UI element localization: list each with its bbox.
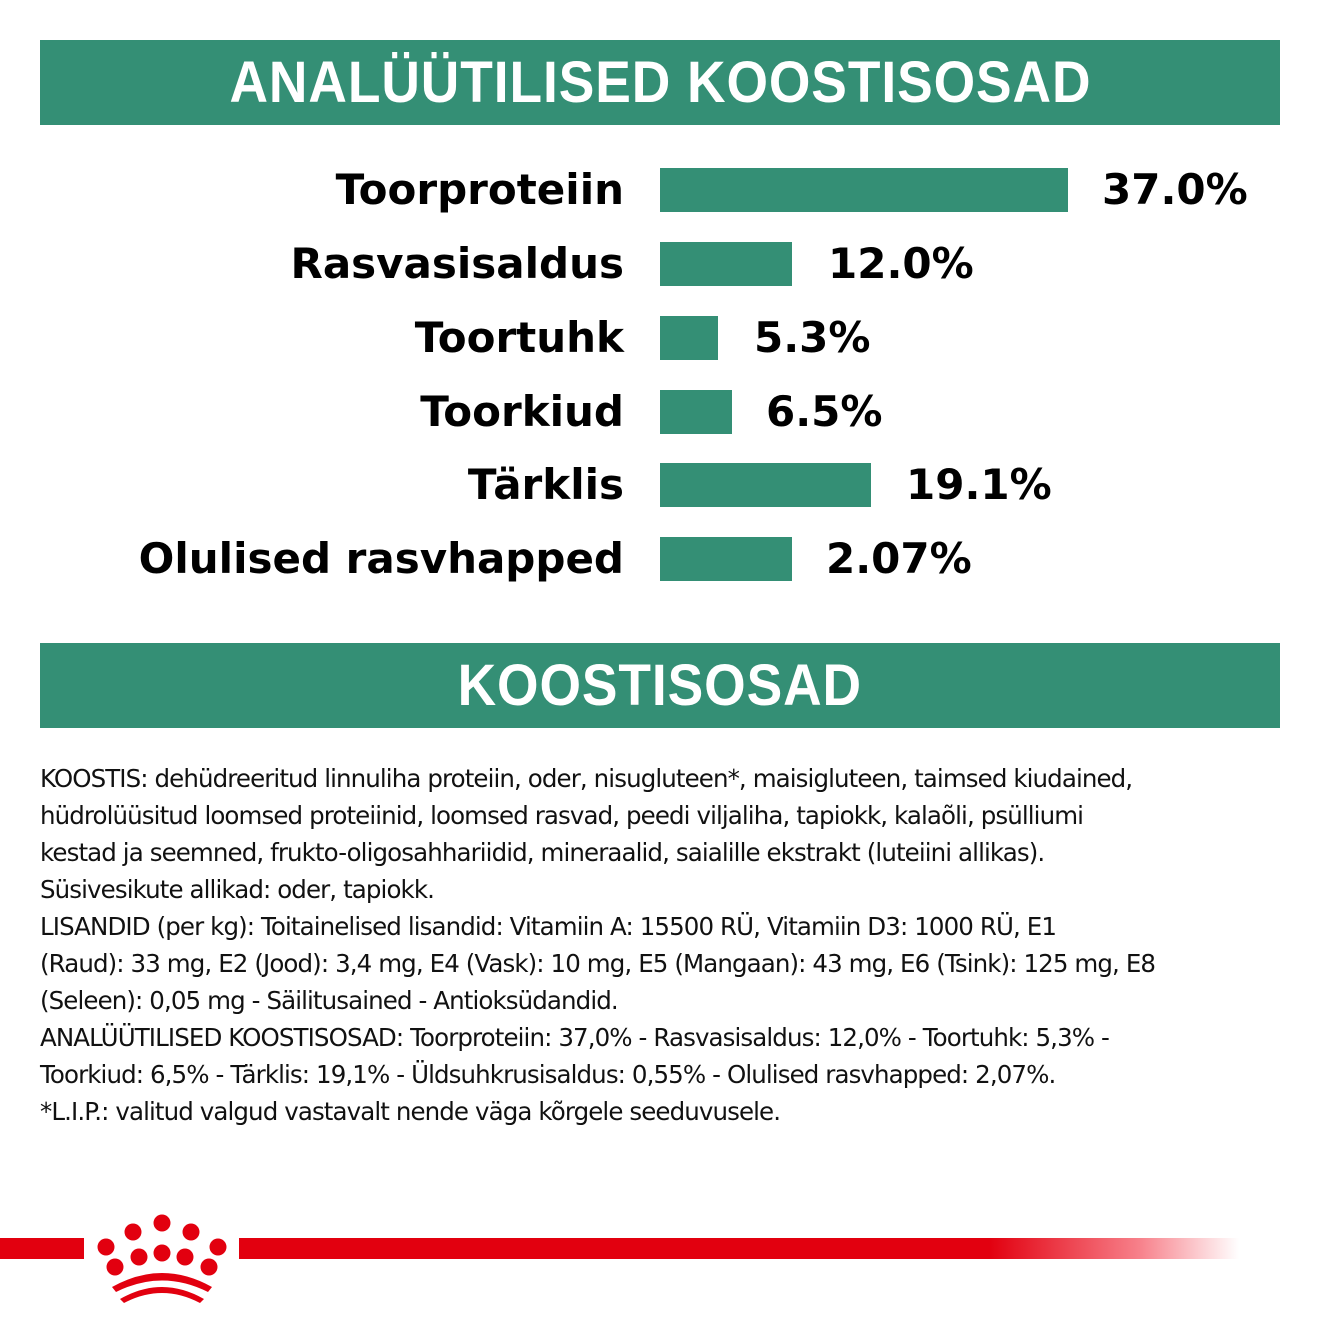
chart-row [0, 165, 1320, 214]
ingredients-text [40, 760, 1290, 1130]
chart-row [0, 460, 1320, 509]
ingredients-line: (Seleen): 0,05 mg - Säilitusained - Antioksüdandid. [40, 986, 618, 1015]
ingredients-line: (Raud): 33 mg, E2 (Jood): 3,4 mg, E4 (Vask): 10 mg, E5 (Mangaan): 43 mg, E6 (Tsink): 125 mg, E8 [40, 949, 1156, 978]
bar-label: Toortuhk [414, 313, 624, 362]
analytic-bar-chart [0, 0, 1320, 640]
bar [660, 463, 871, 507]
chart-row [0, 239, 1320, 288]
bar-value: 37.0% [1102, 165, 1248, 214]
bar [660, 537, 792, 581]
bar-value: 6.5% [766, 387, 883, 436]
bar-label: Tärklis [467, 460, 624, 509]
bar [660, 168, 1068, 212]
bar [660, 242, 792, 286]
royal-canin-crown-icon [88, 1205, 236, 1305]
ingredients-line: Süsivesikute allikad: oder, tapiokk. [40, 875, 435, 904]
footer-red-line-left [0, 1238, 84, 1259]
ingredients-line: Toorkiud: 6,5% - Tärklis: 19,1% - Üldsuhkrusisaldus: 0,55% - Olulised rasvhapped: 2,07%. [40, 1060, 1056, 1089]
ingredients-title: KOOSTISOSAD [457, 653, 863, 718]
bar [660, 390, 732, 434]
bar [660, 316, 718, 360]
ingredients-line: KOOSTIS: dehüdreeritud linnuliha proteiin, oder, nisugluteen*, maisigluteen, taimsed kiudained, [40, 764, 1133, 793]
bar-value: 19.1% [906, 460, 1052, 509]
bar-label: Rasvasisaldus [290, 239, 624, 288]
bar-label: Toorkiud [420, 387, 624, 436]
bar-value: 2.07% [826, 534, 972, 583]
bar-value: 12.0% [828, 239, 974, 288]
footer-red-line-right [239, 1238, 1239, 1259]
ingredients-header [40, 643, 1280, 728]
analytic-constituents-title: ANALÜÜTILISED KOOSTISOSAD [229, 50, 1091, 115]
ingredients-line: kestad ja seemned, frukto-oligosahhariidid, mineraalid, saialille ekstrakt (luteiini allikas). [40, 838, 1045, 867]
chart-row [0, 387, 1320, 436]
bar-label: Toorproteiin [335, 165, 624, 214]
ingredients-line: *L.I.P.: valitud valgud vastavalt nende väga kõrgele seeduvusele. [40, 1097, 781, 1126]
ingredients-line: ANALÜÜTILISED KOOSTISOSAD: Toorproteiin: 37,0% - Rasvasisaldus: 12,0% - Toortuhk: 5,3% - [40, 1023, 1109, 1052]
bar-label: Olulised rasvhapped [138, 534, 624, 583]
ingredients-line: hüdrolüüsitud loomsed proteiinid, loomsed rasvad, peedi viljaliha, tapiokk, kalaõli, psülliumi [40, 801, 1084, 830]
ingredients-line: LISANDID (per kg): Toitainelised lisandid: Vitamiin A: 15500 RÜ, Vitamiin D3: 1000 RÜ, E1 [40, 912, 1057, 941]
chart-row [0, 313, 1320, 362]
bar-value: 5.3% [754, 313, 871, 362]
chart-row [0, 534, 1320, 583]
